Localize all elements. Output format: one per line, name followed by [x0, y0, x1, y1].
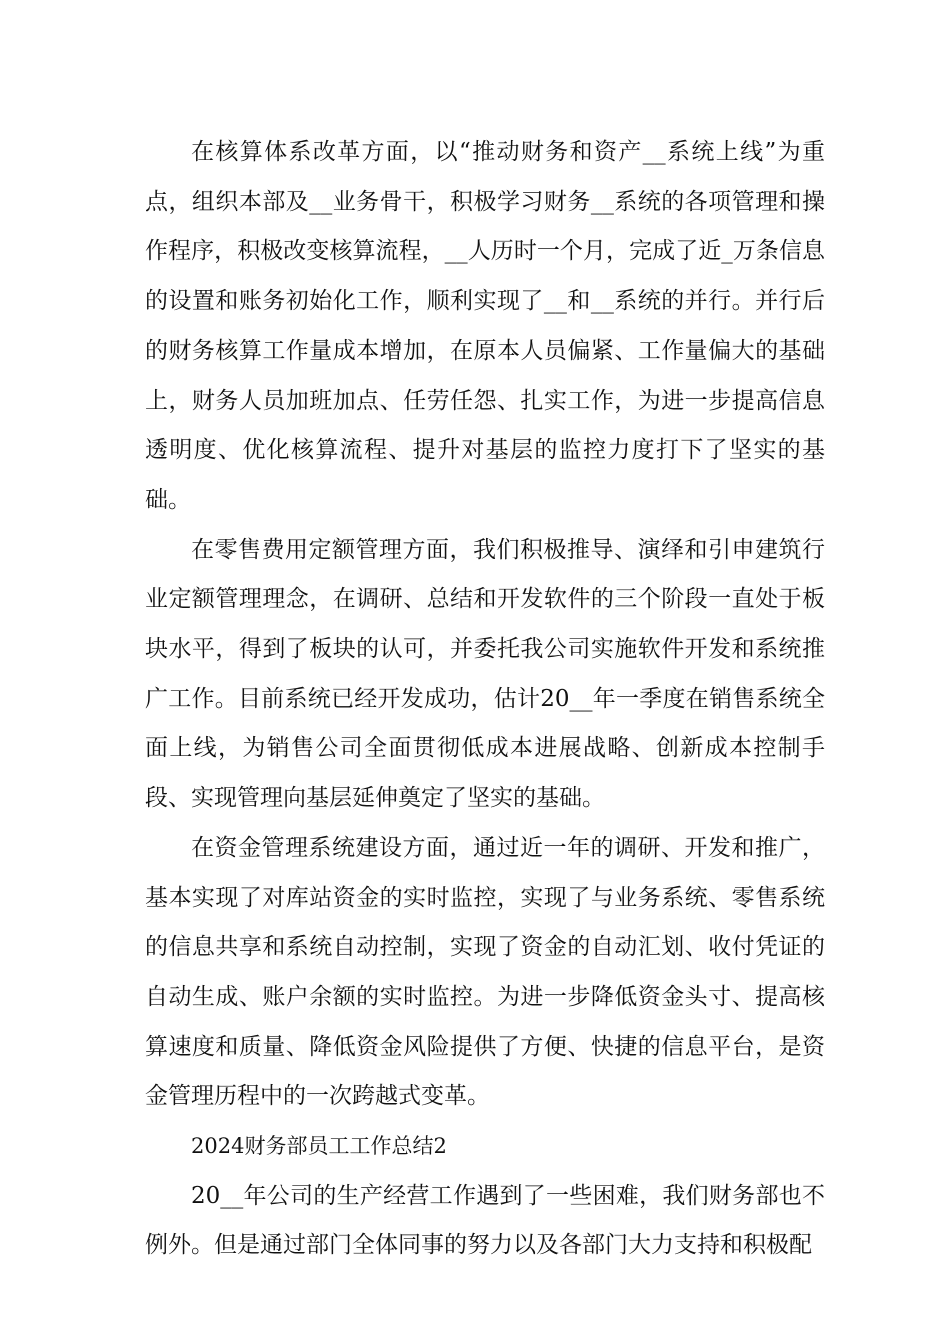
paragraph-fund-management: 在资金管理系统建设方面，通过近一年的调研、开发和推广，基本实现了对库站资金的实时监控，实现了与业务系统、零售系统的信息共享和系统自动控制，实现了资金的自动汇划、收付凭证的自动生成、账户余额的实时监控。为进一步降低资金头寸、提高核算速度和质量、降低资金风险提供了方便、快捷的信息平台，是资金管理历程中的一次跨越式变革。 — [145, 834, 825, 1110]
document-body — [145, 128, 825, 1271]
section-heading: 2024财务部员工工作总结2 — [191, 1134, 447, 1159]
paragraph-closing: 20__年公司的生产经营工作遇到了一些困难，我们财务部也不例外。但是通过部门全体同事的努力以及各部门大力支持和积极配 — [145, 1182, 825, 1259]
paragraph-retail-quota: 在零售费用定额管理方面，我们积极推导、演绎和引申建筑行业定额管理理念，在调研、总结和开发软件的三个阶段一直处于板块水平，得到了板块的认可，并委托我公司实施软件开发和系统推广工作。目前系统已经开发成功，估计20__年一季度在销售系统全面上线，为销售公司全面贯彻低成本进展战略、创新成本控制手段、实现管理向基层延伸奠定了坚实的基础。 — [145, 536, 825, 812]
paragraph-accounting-reform: 在核算体系改革方面，以“推动财务和资产__系统上线”为重点，组织本部及__业务骨干，积极学习财务__系统的各项管理和操作程序，积极改变核算流程，__人历时一个月，完成了近_万条信息的设置和账务初始化工作，顺利实现了__和__系统的并行。并行后的财务核算工作量成本增加，在原本人员偏紧、工作量偏大的基础上，财务人员加班加点、任劳任怨、扎实工作，为进一步提高信息透明度、优化核算流程、提升对基层的监控力度打下了坚实的基础。 — [145, 139, 825, 513]
